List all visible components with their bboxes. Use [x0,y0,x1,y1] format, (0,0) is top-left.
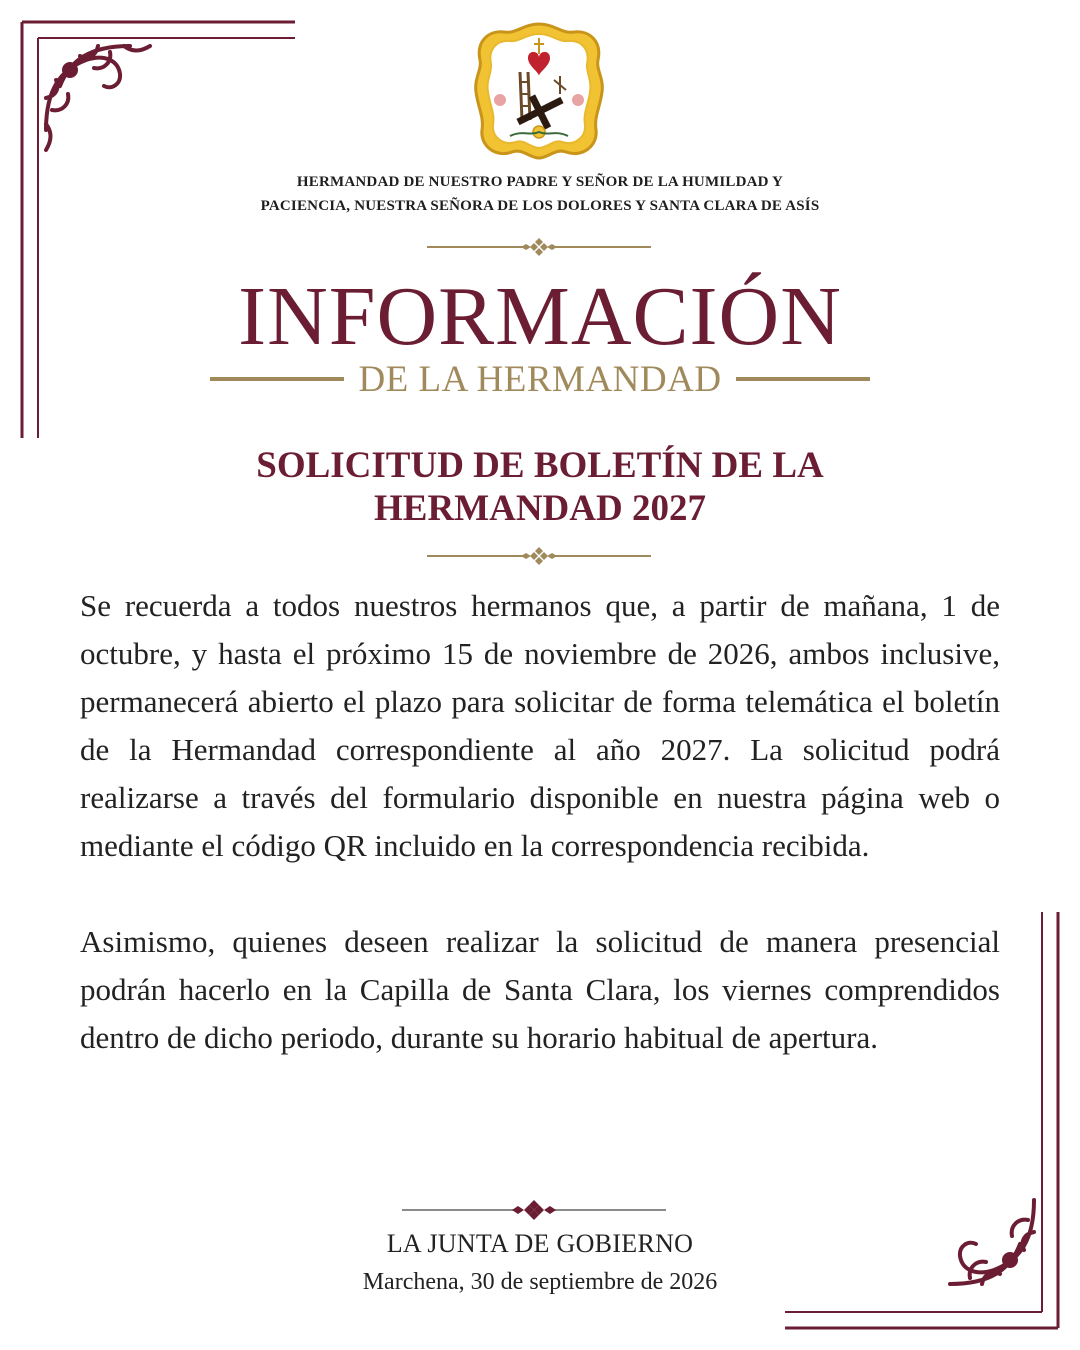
page-subtitle: DE LA HERMANDAD [358,358,722,400]
signature-place-date: Marchena, 30 de septiembre de 2026 [362,1269,718,1295]
notice-body [80,582,1000,1062]
notice-paragraph-2: Asimismo, quienes deseen realizar la solicitud de manera presencial podrán hacerlo en la Capilla de Santa Clara, los viernes comprendidos dentro de dicho periodo, durante su horario habitual de apertura. [80,924,1000,1055]
notice-heading-line2: HERMANDAD 2027 [374,488,706,529]
signature-block [240,1226,840,1302]
corner-flourish-icon [46,46,150,150]
subtitle-rule-left [210,377,344,381]
page-title: INFORMACIÓN [238,270,842,363]
brotherhood-name-line1: HERMANDAD DE NUESTRO PADRE Y SEÑOR DE LA HUMILDAD Y [296,174,784,190]
ornamental-divider-icon [425,545,653,567]
notice-heading [140,444,940,530]
brotherhood-name [140,170,940,218]
subtitle-rule-right [736,377,870,381]
corner-flourish-icon [950,1200,1034,1284]
brotherhood-crest-icon [470,20,608,162]
ornamental-divider-icon [400,1199,668,1221]
signature-name: LA JUNTA DE GOBIERNO [386,1229,694,1258]
brotherhood-name-line2: PACIENCIA, NUESTRA SEÑORA DE LOS DOLORES Y SANTA CLARA DE ASÍS [260,198,820,214]
ornamental-divider-icon [425,236,653,258]
notice-heading-line1: SOLICITUD DE BOLETÍN DE LA [256,445,824,486]
page-subtitle-row [210,357,870,401]
notice-paragraph-1: Se recuerda a todos nuestros hermanos que, a partir de mañana, 1 de octubre, y hasta el próximo 15 de noviembre de 2026, ambos inclusive, permanecerá abierto el plazo para solicitar de forma telemática el boletín de la Hermandad correspondiente al año 2027. La solicitud podrá realizarse a través del formulario disponible en nuestra página web o mediante el código QR incluido en la correspondencia recibida. [80,588,1000,863]
